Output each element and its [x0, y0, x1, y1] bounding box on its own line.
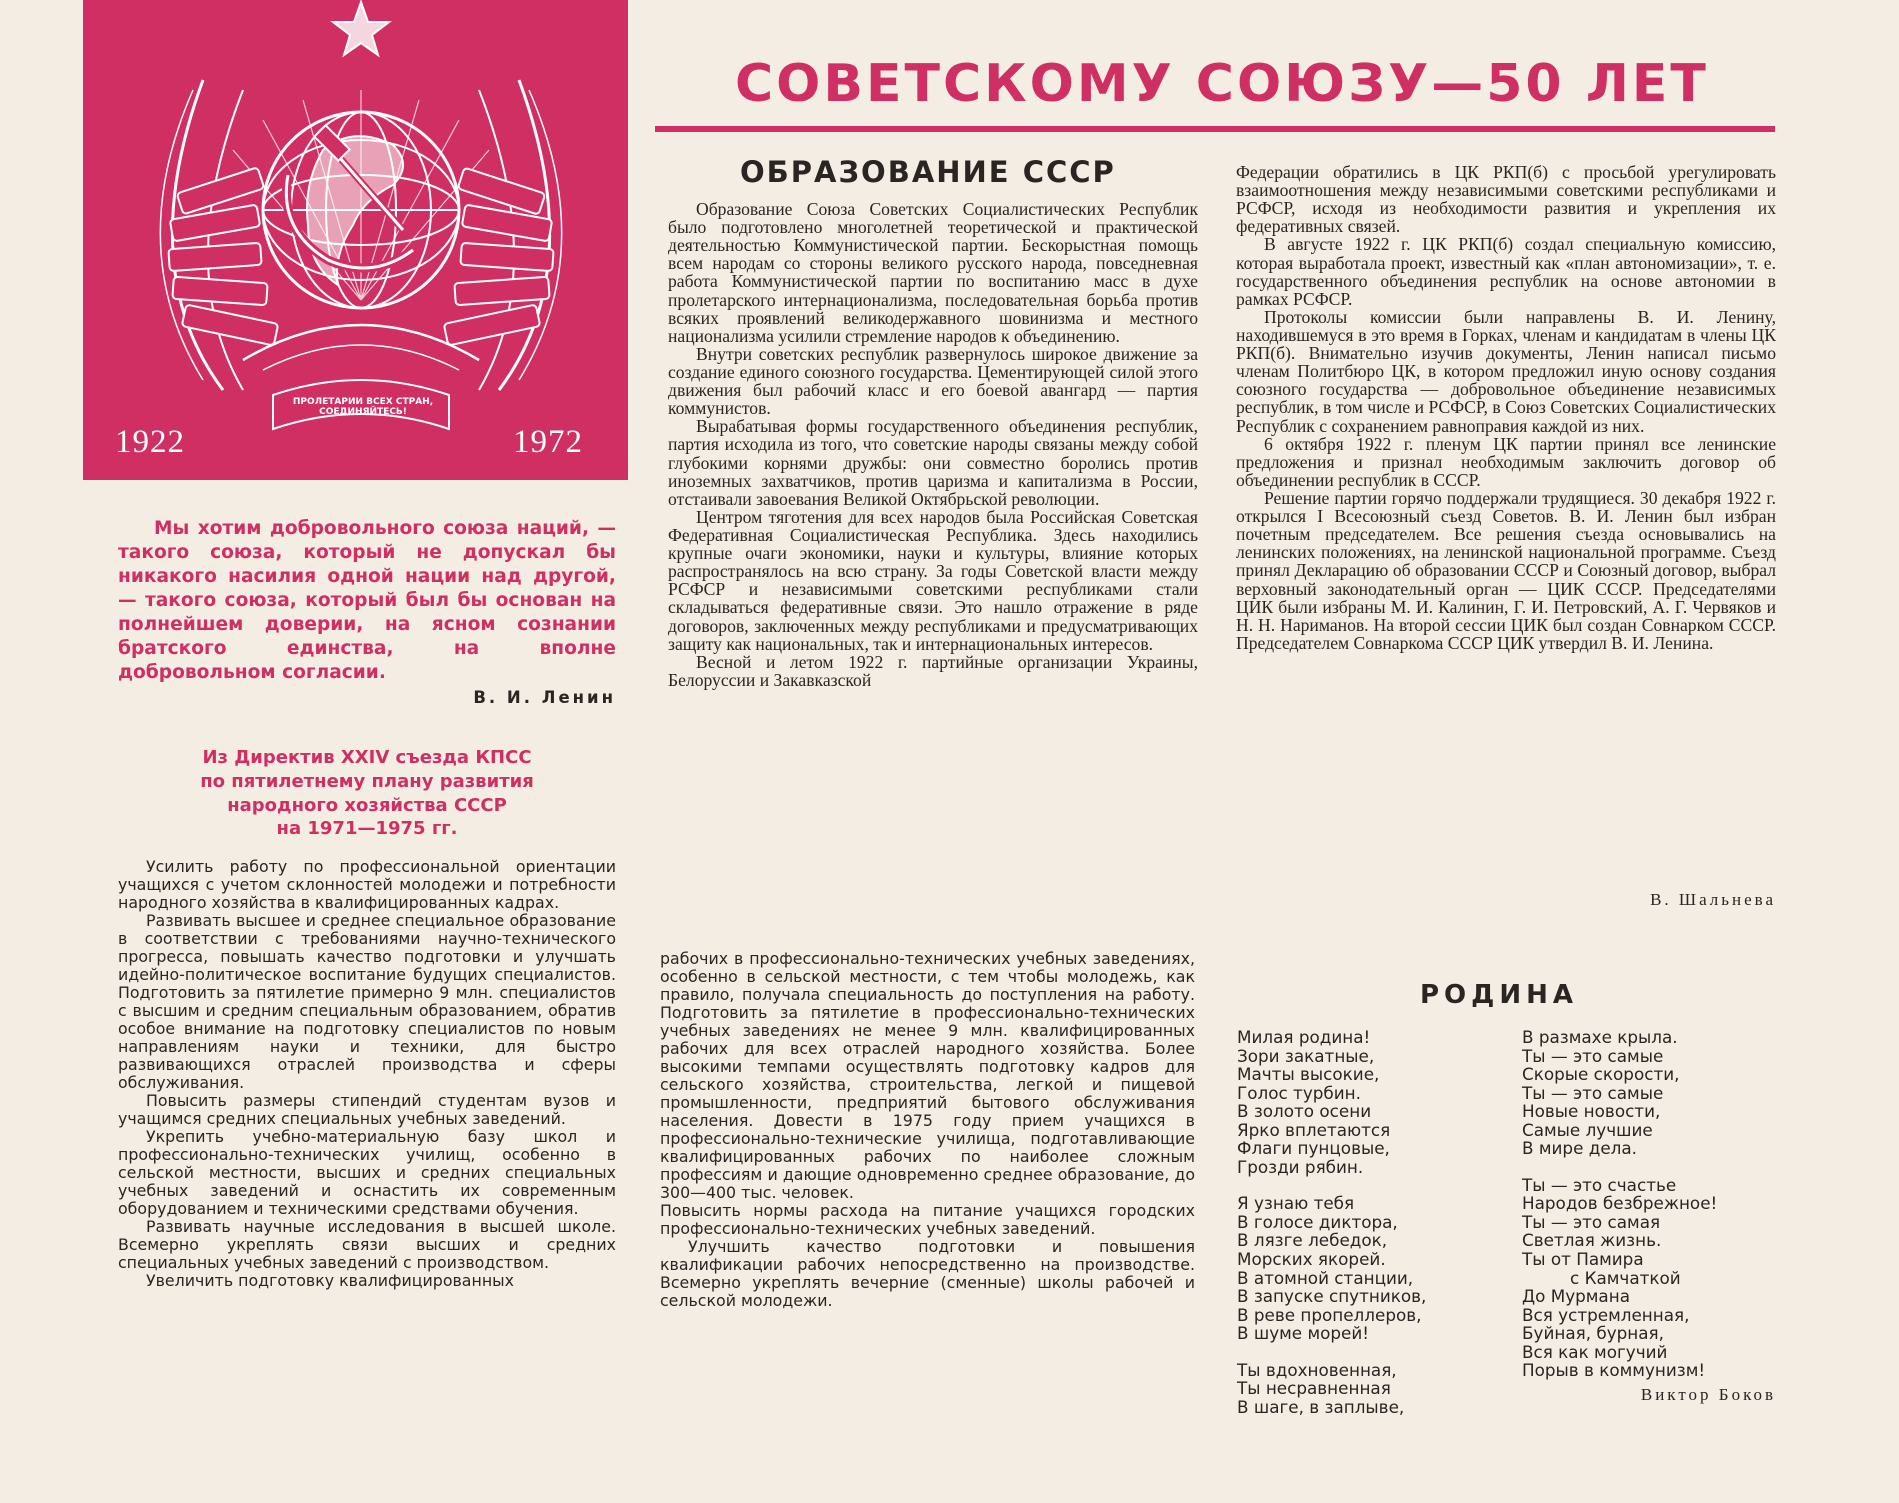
emblem-year-end: 1972: [513, 424, 583, 460]
directive-column-1: [118, 858, 616, 1290]
poem-column-2: [1522, 1028, 1792, 1380]
poem-line: В реве пропеллеров,: [1237, 1304, 1422, 1325]
poem-title: РОДИНА: [1420, 980, 1578, 1010]
article-column-1: [668, 200, 1198, 689]
poem-line: Скорые скорости,: [1522, 1064, 1680, 1085]
poem-line: В атомной станции,: [1237, 1267, 1414, 1288]
lenin-quote: [118, 517, 616, 685]
poem-line: Вся устремленная,: [1522, 1304, 1690, 1325]
directive-title: [118, 746, 616, 841]
emblem-panel: [83, 0, 628, 480]
directive-title-line: на 1971—1975 гг.: [276, 818, 458, 840]
poem-line: В золото осени: [1237, 1101, 1372, 1122]
poem-line: До Мурмана: [1522, 1286, 1630, 1307]
directive-paragraph: Усилить работу по профессиональной ориентации учащихся с учетом склонностей молодежи и потребности народного хозяйства в квалифицированных кадрах.: [118, 857, 616, 912]
emblem-year-start: 1922: [115, 424, 185, 460]
stanza-gap: [1237, 1343, 1497, 1361]
headline-rule: [655, 126, 1775, 132]
poem-line: Порыв в коммунизм!: [1522, 1360, 1706, 1381]
article-author: В. Шальнева: [1650, 890, 1776, 909]
poem-line: Я узнаю тебя: [1237, 1193, 1355, 1214]
stanza-gap: [1237, 1176, 1497, 1194]
article-paragraph: Решение партии горячо поддержали трудящиеся. 30 декабря 1922 г. открылся I Всесоюзный съезд Советов. В. И. Ленин был избран почетным председателем. Все решения съезда основывались на ленинских положениях, на ленинской национальной программе. Съезд принял Декларацию об образовании СССР и Союзный договор, выбрал верховный законодательный орган — ЦИК СССР. Председателями ЦИК были избраны М. И. Калинин, Г. И. Петровский, А. Г. Червяков и Н. Н. Нариманов. На второй сессии ЦИК был создан Совнарком СССР. Председателем Совнаркома СССР ЦИК утвердил В. И. Ленина.: [1236, 487, 1776, 653]
article-paragraph: 6 октября 1922 г. пленум ЦК партии принял все ленинские предложения и признал необходимым заключить договор об объединении республик в СССР.: [1236, 433, 1776, 490]
article-title: ОБРАЗОВАНИЕ СССР: [740, 155, 1116, 189]
directive-paragraph: Увеличить подготовку квалифицированных: [146, 1271, 514, 1290]
poem-line: Самые лучшие: [1522, 1119, 1653, 1140]
article-paragraph: Весной и летом 1922 г. партийные организации Украины, Белоруссии и Закавказской: [668, 651, 1198, 690]
directive-paragraph: Повысить нормы расхода на питание учащихся городских профессионально-технических учебных заведений.: [660, 1201, 1195, 1238]
poem-line: Ты несравненная: [1237, 1378, 1391, 1399]
directive-paragraph: Развивать высшее и среднее специальное образование в соответствии с требованиями научно-технического прогресса, повышать качество подготовки и улучшать идейно-политическое воспитание будущих специалистов. Подготовить за пятилетие примерно 9 млн. специалистов с высшим и средним специальным образованием, обратив особое внимание на подготовку специалистов по новым направлениям науки и техники, для быстро развивающихся отраслей производства и сферы обслуживания.: [118, 911, 616, 1092]
poem-line: Ты — это счастье: [1522, 1174, 1677, 1195]
directive-paragraph: Развивать научные исследования в высшей школе. Всемерно укреплять связи высших и средних специальных учебных заведений с производством.: [118, 1217, 616, 1272]
poem-line: Милая родина!: [1237, 1027, 1371, 1047]
article-paragraph: Вырабатывая формы государственного объединения республик, партия исходила из того, что советские народы связаны между собой глубокими корнями дружбы: они совместно боролись против иноземных захватчиков, против царизма и капитализма в России, отстаивали завоевания Великой Октябрьской революции.: [668, 416, 1198, 509]
article-paragraph: Федерации обратились в ЦК РКП(б) с просьбой урегулировать взаимоотношения между независимыми советскими республиками и РСФСР, исходя из необходимости развития и укрепления их федеративных связей.: [1236, 162, 1776, 237]
poem-line: Вся как могучий: [1522, 1341, 1668, 1362]
article-column-2: [1236, 163, 1776, 652]
poem-column-1: [1237, 1028, 1497, 1416]
poem-line: В шуме морей!: [1237, 1323, 1369, 1344]
poem-line: Мачты высокие,: [1237, 1064, 1380, 1085]
directive-paragraph: Укрепить учебно-материальную базу школ и профессионально-технических училищ, особенно в сельской местности, высших и средних специальных учебных заведений и оснастить их современным оборудованием и техническими средствами обучения.: [118, 1127, 616, 1218]
poem-line: Ярко вплетаются: [1237, 1119, 1391, 1140]
poem-line: В запуске спутников,: [1237, 1286, 1427, 1307]
poem-line: В размахе крыла.: [1522, 1027, 1678, 1047]
poem-line: Зори закатные,: [1237, 1045, 1375, 1066]
directive-paragraph: Улучшить качество подготовки и повышения квалификации рабочих непосредственно на производстве. Всемерно укреплять вечерние (сменные) школы рабочей и сельской молодежи.: [660, 1237, 1195, 1310]
directive-paragraph: рабочих в профессионально-технических учебных заведениях, особенно в сельской местности, с тем чтобы молодежь, как правило, получала специальность до поступления на работу. Подготовить за пятилетие в профессионально-технических учебных заведениях не менее 9 млн. квалифицированных рабочих для всех отраслей народного хозяйства. Более высокими темпами осуществлять подготовку кадров для сельского хозяйства, строительства, легкой и пищевой промышленности, предприятий бытового обслуживания населения. Довести в 1975 году прием учащихся в профессионально-технические училища, подготавливающие квалифицированных рабочих по наиболее сложным профессиям и дающие одновременно среднее образование, до 300—400 тыс. человек.: [660, 949, 1195, 1202]
directive-title-line: по пятилетнему плану развития: [200, 770, 534, 792]
poem-line: Флаги пунцовые,: [1237, 1138, 1390, 1159]
poem-line: Народов безбрежное!: [1522, 1193, 1718, 1214]
stanza-gap: [1522, 1158, 1792, 1176]
poem-line: Ты — это самые: [1522, 1045, 1664, 1066]
emblem-ribbon-text: ПРОЛЕТАРИИ ВСЕХ СТРАН, СОЕДИНЯЙТЕСЬ!: [292, 397, 434, 417]
article-paragraph: Образование Союза Советских Социалистических Республик было подготовлено многолетней теоретической и практической деятельностью Коммунистической партии. Бескорыстная помощь всем народам со стороны великого русского народа, повседневная работа Коммунистической партии по воспитанию масс в духе пролетарского интернационализма, последовательная борьба против всяких проявлений великодержавного шовинизма и местного национализма усилили стремление народов к объединению.: [668, 199, 1198, 346]
poem-line: В мире дела.: [1522, 1138, 1637, 1159]
lenin-quote-author: В. И. Ленин: [473, 688, 616, 707]
directive-title-line: народного хозяйства СССР: [227, 794, 507, 816]
poem-line: В шаге, в заплыве,: [1237, 1396, 1405, 1417]
poem-line: В лязге лебедок,: [1237, 1230, 1388, 1251]
directive-paragraph: Повысить размеры стипендий студентам вузов и учащимся средних специальных учебных заведений.: [118, 1091, 616, 1128]
poem-line: Ты — это самые: [1522, 1082, 1664, 1103]
poem-author: Виктор Боков: [1640, 1385, 1776, 1404]
poem-line: Ты от Памира: [1522, 1249, 1644, 1270]
lenin-quote-text: Мы хотим добровольного союза наций, — такого союза, который не допускал бы никакого насилия одной нации над другой, — такого союза, который был бы основан на полнейшем доверии, на ясном сознании братского единства, на вполне добровольном согласии.: [118, 518, 616, 683]
poem-line: Ты вдохновенная,: [1237, 1359, 1397, 1380]
poem-line: Новые новости,: [1522, 1101, 1661, 1122]
poem-line: Светлая жизнь.: [1522, 1230, 1662, 1251]
page-headline: СОВЕТСКОМУ СОЮЗУ—50 ЛЕТ: [735, 54, 1709, 114]
directive-title-line: Из Директив XXIV съезда КПСС: [202, 747, 532, 768]
poem-line: Голос турбин.: [1237, 1082, 1361, 1103]
poem-line: Морских якорей.: [1237, 1249, 1386, 1270]
directive-column-2: [660, 950, 1195, 1310]
article-paragraph: В августе 1922 г. ЦК РКП(б) создал специальную комиссию, которая выработала проект, известный как «план автономизации», т. е. государственного объединения республик на основе автономии в рамках РСФСР.: [1236, 234, 1776, 309]
article-paragraph: Внутри советских республик развернулось широкое движение за создание единого союзного государства. Цементирующей силой этого движения был рабочий класс и его боевой авангард — партия коммунистов.: [668, 343, 1198, 419]
poem-line: Ты — это самая: [1522, 1211, 1661, 1232]
poem-line: с Камчаткой: [1522, 1267, 1681, 1288]
poem-line: Буйная, бурная,: [1522, 1323, 1664, 1344]
poem-line: Грозди рябин.: [1237, 1156, 1364, 1177]
poem-line: В голосе диктора,: [1237, 1211, 1398, 1232]
article-paragraph: Протоколы комиссии были направлены В. И. Ленину, находившемуся в это время в Горках, членам и кандидатам в члены ЦК РКП(б). Внимательно изучив документы, Ленин написал письмо членам Политбюро ЦК, в котором предложил иную основу создания союзного государства — добровольное объединение независимых республик, в том числе и РСФСР, в Союз Советских Социалистических Республик с сохранением равноправия каждой из них.: [1236, 306, 1776, 436]
article-paragraph: Центром тяготения для всех народов была Российская Советская Федеративная Социалистическая Республика. Здесь находились крупные очаги экономики, науки и культуры, влияние которых распространялось на всю страну. За годы Советской власти между РСФСР и независимыми советскими республиками стали складываться федеративные связи. Это нашло отражение в ряде договоров, заключенных между республиками и предусматривающих защиту как национальных, так и интернациональных интересов.: [668, 506, 1198, 654]
